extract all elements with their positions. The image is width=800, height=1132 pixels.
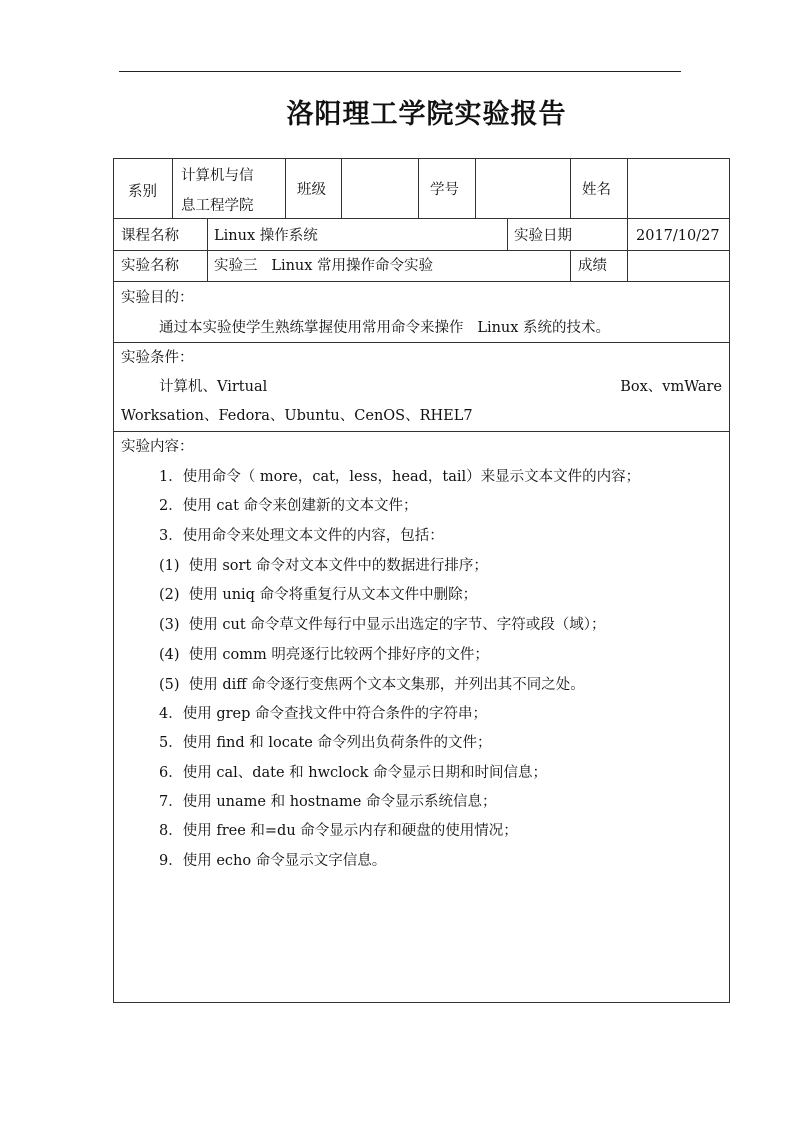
content-item: 3．使用命令来处理文本文件的内容，包括： [159, 528, 444, 544]
experiment-name-value: 实验三 Linux 常用操作命令实验 [214, 258, 434, 274]
top-divider [119, 71, 681, 72]
conditions-line2: Worksation、Fedora、Ubuntu、CenOS、RHEL7 [121, 408, 473, 424]
col-divider [627, 158, 628, 218]
student-id-label: 学号 [430, 182, 459, 198]
class-label: 班级 [297, 182, 326, 198]
content-item: 8．使用 free 和=du 命令显示内存和硬盘的使用情况； [159, 823, 518, 839]
col-divider [627, 218, 628, 250]
dept-label: 系别 [128, 184, 157, 200]
col-divider [570, 250, 571, 281]
course-value: Linux 操作系统 [214, 228, 318, 244]
content-item: 1．使用命令（ more，cat，less，head，tail）来显示文本文件的内容； [159, 469, 641, 485]
content-item: 9．使用 echo 命令显示文字信息。 [159, 853, 387, 869]
page-title: 洛阳理工学院实验报告 [286, 99, 567, 130]
col-divider [207, 218, 208, 250]
purpose-heading: 实验目的： [121, 290, 194, 306]
content-item: 5．使用 find 和 locate 命令列出负荷条件的文件； [159, 735, 492, 751]
report-table [113, 158, 730, 1003]
dept-value-line1: 计算机与信 [181, 168, 254, 184]
col-divider [570, 158, 571, 218]
col-divider [475, 158, 476, 218]
col-divider [507, 218, 508, 250]
row-divider [113, 281, 730, 282]
content-item: (4) 使用 comm 明亮逐行比较两个排好序的文件； [159, 647, 489, 663]
content-heading: 实验内容： [121, 439, 194, 455]
col-divider [172, 158, 173, 218]
course-label: 课程名称 [121, 228, 179, 244]
name-label: 姓名 [582, 182, 611, 198]
content-item: 6．使用 cal、date 和 hwclock 命令显示日期和时间信息； [159, 765, 548, 781]
score-label: 成绩 [578, 258, 607, 274]
row-divider [113, 342, 730, 343]
content-item: (1) 使用 sort 命令对文本文件中的数据进行排序； [159, 558, 488, 574]
col-divider [418, 158, 419, 218]
content-item: 4．使用 grep 命令查找文件中符合条件的字符串； [159, 706, 488, 722]
experiment-name-label: 实验名称 [121, 258, 179, 274]
row-divider [113, 431, 730, 432]
experiment-date-label: 实验日期 [514, 228, 572, 244]
col-divider [627, 250, 628, 281]
col-divider [207, 250, 208, 281]
conditions-line1-left: 计算机、Virtual [159, 379, 268, 395]
purpose-text: 通过本实验使学生熟练掌握使用常用命令来操作 Linux 系统的技术。 [159, 320, 611, 336]
content-item: 2．使用 cat 命令来创建新的文本文件； [159, 498, 418, 514]
content-item: (2) 使用 uniq 命令将重复行从文本文件中删除； [159, 587, 478, 603]
col-divider [285, 158, 286, 218]
conditions-heading: 实验条件： [121, 350, 194, 366]
col-divider [341, 158, 342, 218]
row-divider [113, 250, 730, 251]
content-item: (3) 使用 cut 命令草文件每行中显示出选定的字节、字符或段（域）； [159, 617, 606, 633]
dept-value-line2: 息工程学院 [181, 198, 254, 214]
content-item: 7．使用 uname 和 hostname 命令显示系统信息； [159, 794, 497, 810]
conditions-line1-right: Box、vmWare [620, 379, 722, 395]
experiment-date-value: 2017/10/27 [636, 228, 720, 244]
content-item: (5) 使用 diff 命令逐行变焦两个文本文集那，并列出其不同之处。 [159, 677, 585, 693]
